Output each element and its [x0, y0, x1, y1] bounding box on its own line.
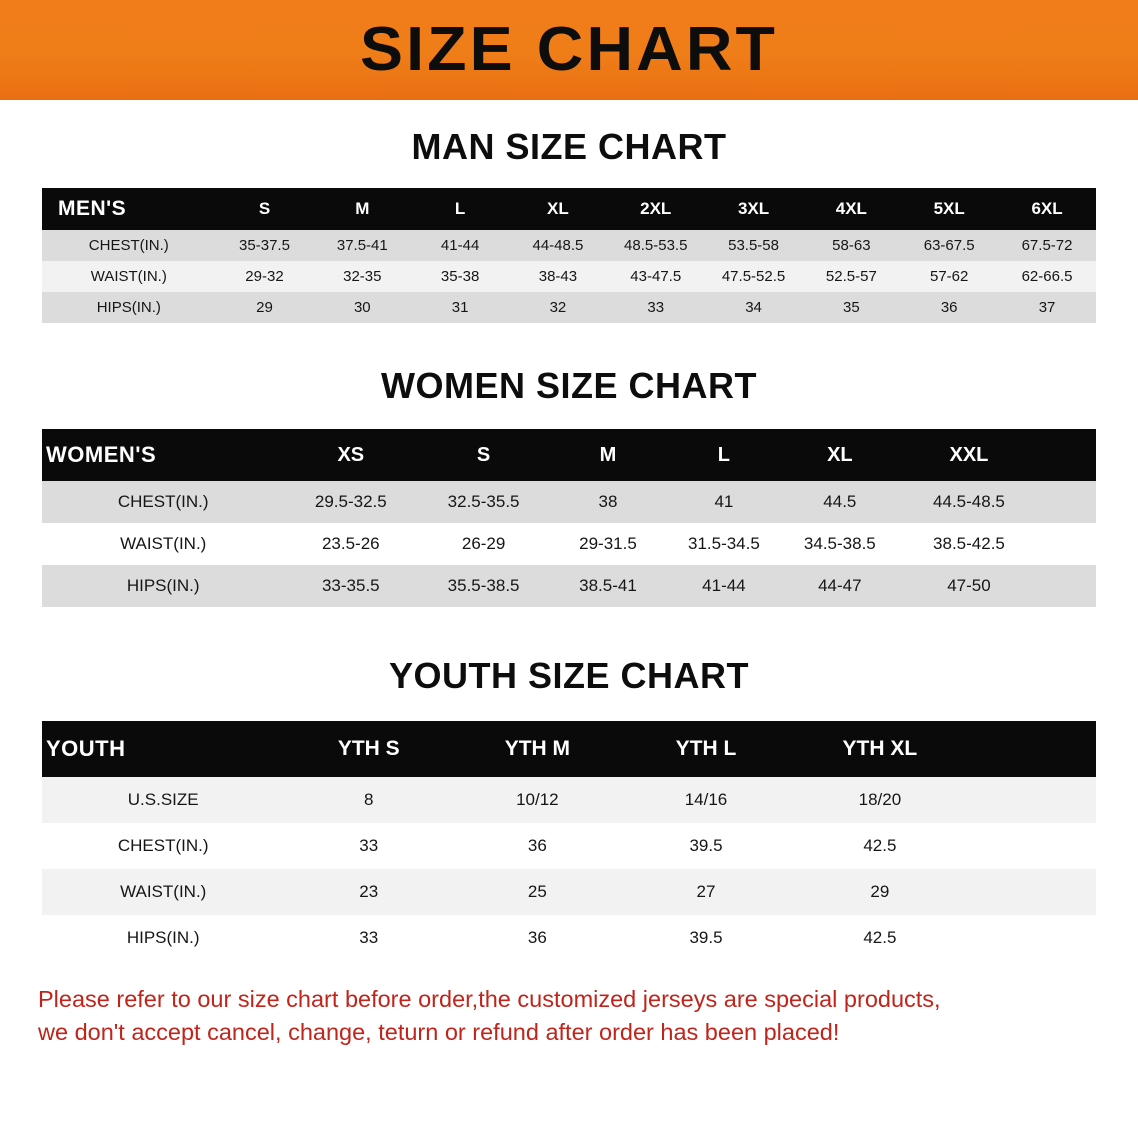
cell: 34.5-38.5 — [782, 523, 898, 565]
disclaimer-note — [38, 983, 1100, 1050]
cell: 63-67.5 — [900, 230, 998, 261]
cell: 39.5 — [622, 823, 791, 869]
cell — [969, 869, 1096, 915]
header-cell: L — [454, 199, 466, 218]
cell: 58-63 — [802, 230, 900, 261]
cell: 23.5-26 — [284, 523, 417, 565]
cell: 67.5-72 — [998, 230, 1096, 261]
row-label: HIPS(IN.) — [42, 565, 284, 607]
cell: 23 — [284, 869, 453, 915]
cell: 33 — [284, 915, 453, 961]
table-row — [42, 230, 1096, 261]
cell: 41-44 — [411, 230, 509, 261]
header-cell: YTH S — [337, 737, 400, 760]
cell: 39.5 — [622, 915, 791, 961]
cell: 18/20 — [790, 777, 969, 823]
cell: 29.5-32.5 — [284, 481, 417, 523]
banner — [0, 0, 1138, 100]
header-cell: L — [717, 443, 731, 466]
table-row — [42, 481, 1096, 523]
cell — [969, 777, 1096, 823]
cell: 41-44 — [666, 565, 782, 607]
row-label: CHEST(IN.) — [42, 481, 284, 523]
header-cell: 2XL — [640, 199, 672, 218]
cell: 29-31.5 — [550, 523, 666, 565]
row-label: CHEST(IN.) — [42, 230, 216, 261]
header-cell: 6XL — [1031, 199, 1063, 218]
row-label: U.S.SIZE — [42, 777, 284, 823]
cell: 35 — [802, 292, 900, 323]
cell: 38 — [550, 481, 666, 523]
cell: 36 — [453, 823, 622, 869]
table-row — [42, 823, 1096, 869]
cell: 41 — [666, 481, 782, 523]
cell: 38-43 — [509, 261, 607, 292]
table-row — [42, 869, 1096, 915]
cell — [1040, 523, 1096, 565]
youth-section-heading: YOUTH SIZE CHART — [388, 655, 749, 696]
header-cell: XL — [827, 443, 853, 466]
cell: 62-66.5 — [998, 261, 1096, 292]
header-cell: YTH M — [504, 737, 571, 760]
header-cell: S — [258, 199, 271, 218]
cell: 35.5-38.5 — [417, 565, 550, 607]
cell: 29 — [790, 869, 969, 915]
header-cell — [1040, 429, 1096, 481]
header-cell: WOMEN'S — [46, 442, 157, 467]
cell — [1040, 481, 1096, 523]
man-size-table — [42, 188, 1096, 323]
header-cell — [969, 721, 1096, 777]
cell: 31 — [411, 292, 509, 323]
cell — [969, 823, 1096, 869]
cell: 33 — [284, 823, 453, 869]
cell: 42.5 — [790, 915, 969, 961]
cell: 29 — [216, 292, 314, 323]
header-cell: 4XL — [835, 199, 867, 218]
cell: 35-38 — [411, 261, 509, 292]
table-row — [42, 292, 1096, 323]
cell: 44-47 — [782, 565, 898, 607]
cell: 48.5-53.5 — [607, 230, 705, 261]
women-section-heading: WOMEN SIZE CHART — [381, 365, 757, 406]
cell: 33 — [607, 292, 705, 323]
cell: 37 — [998, 292, 1096, 323]
cell: 31.5-34.5 — [666, 523, 782, 565]
cell: 35-37.5 — [216, 230, 314, 261]
cell: 14/16 — [622, 777, 791, 823]
cell: 44.5-48.5 — [898, 481, 1040, 523]
table-row — [42, 915, 1096, 961]
table-row — [42, 565, 1096, 607]
table-header-row — [42, 188, 1096, 230]
disclaimer-line-1: Please refer to our size chart before order,the customized jerseys are special products, — [38, 986, 941, 1012]
header-cell: XL — [547, 199, 569, 218]
cell: 32 — [509, 292, 607, 323]
youth-size-table-wrap — [42, 721, 1096, 961]
header-cell: M — [355, 199, 370, 218]
cell: 44.5 — [782, 481, 898, 523]
header-cell: XS — [337, 443, 365, 466]
header-cell: YTH XL — [842, 737, 918, 760]
cell: 38.5-42.5 — [898, 523, 1040, 565]
banner-title: SIZE CHART — [359, 15, 779, 84]
cell: 42.5 — [790, 823, 969, 869]
header-cell: MEN'S — [58, 197, 127, 220]
header-cell: S — [476, 443, 491, 466]
cell: 29-32 — [216, 261, 314, 292]
cell: 36 — [453, 915, 622, 961]
cell: 33-35.5 — [284, 565, 417, 607]
row-label: HIPS(IN.) — [42, 292, 216, 323]
cell: 37.5-41 — [313, 230, 411, 261]
cell: 47.5-52.5 — [705, 261, 803, 292]
cell: 38.5-41 — [550, 565, 666, 607]
youth-size-table — [42, 721, 1096, 961]
table-row — [42, 523, 1096, 565]
header-cell: 5XL — [933, 199, 965, 218]
cell: 34 — [705, 292, 803, 323]
cell: 44-48.5 — [509, 230, 607, 261]
cell — [1040, 565, 1096, 607]
man-section-heading: MAN SIZE CHART — [411, 126, 727, 167]
cell — [969, 915, 1096, 961]
women-size-table-wrap — [42, 429, 1096, 607]
header-cell: 3XL — [737, 199, 770, 218]
row-label: CHEST(IN.) — [42, 823, 284, 869]
cell: 10/12 — [453, 777, 622, 823]
cell: 36 — [900, 292, 998, 323]
cell: 8 — [284, 777, 453, 823]
table-header-row — [42, 429, 1096, 481]
women-size-table — [42, 429, 1096, 607]
row-label: HIPS(IN.) — [42, 915, 284, 961]
cell: 43-47.5 — [607, 261, 705, 292]
cell: 57-62 — [900, 261, 998, 292]
disclaimer-line-2: we don't accept cancel, change, teturn or refund after order has been placed! — [38, 1019, 840, 1046]
cell: 47-50 — [898, 565, 1040, 607]
man-size-table-wrap — [42, 188, 1096, 323]
table-row — [42, 777, 1096, 823]
header-cell: M — [599, 443, 617, 466]
header-cell: XXL — [949, 443, 989, 466]
header-cell: YTH L — [675, 737, 737, 760]
table-row — [42, 261, 1096, 292]
cell: 27 — [622, 869, 791, 915]
row-label: WAIST(IN.) — [42, 523, 284, 565]
cell: 26-29 — [417, 523, 550, 565]
cell: 25 — [453, 869, 622, 915]
header-cell: YOUTH — [46, 736, 126, 761]
cell: 32.5-35.5 — [417, 481, 550, 523]
row-label: WAIST(IN.) — [42, 869, 284, 915]
cell: 52.5-57 — [802, 261, 900, 292]
table-header-row — [42, 721, 1096, 777]
cell: 30 — [313, 292, 411, 323]
row-label: WAIST(IN.) — [42, 261, 216, 292]
cell: 53.5-58 — [705, 230, 803, 261]
cell: 32-35 — [313, 261, 411, 292]
